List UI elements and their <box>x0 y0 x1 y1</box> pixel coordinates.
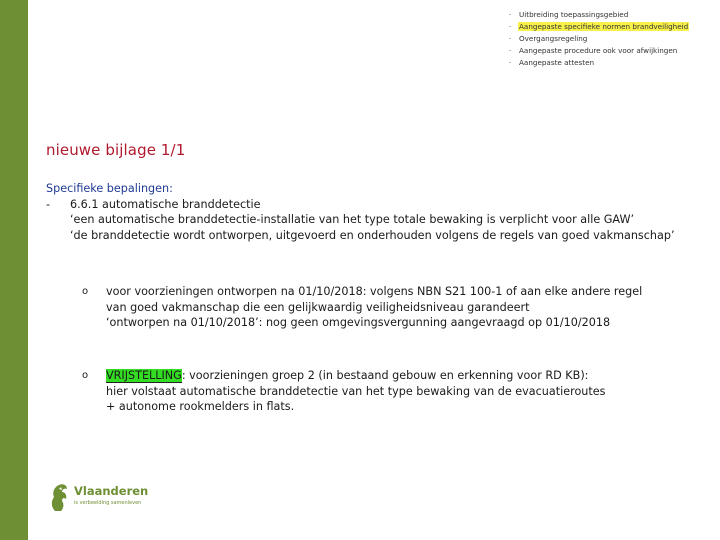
agenda-item-label: Aangepaste procedure ook voor afwijkingen <box>519 46 678 55</box>
exemption-highlight: VRIJSTELLING <box>106 369 182 382</box>
provision-quote-2: ‘de branddetectie wordt ontworpen, uitgevoerd en onderhouden volgens de regels van goed vakmanschap’ <box>70 228 675 242</box>
vlaanderen-logo <box>49 480 149 516</box>
agenda-item <box>509 9 718 21</box>
agenda-item <box>509 57 718 69</box>
provision-body <box>70 197 686 244</box>
agenda-bullet: - <box>509 23 512 30</box>
lion-icon <box>49 481 71 515</box>
sub-item-line: voor voorzieningen ontworpen na 01/10/2018: volgens NBN S21 100-1 of aan elke andere regel <box>106 285 643 298</box>
agenda-list <box>509 9 718 69</box>
agenda-item-label: Uitbreiding toepassingsgebied <box>519 10 629 19</box>
agenda-bullet: - <box>509 47 512 54</box>
provision-quote-1: ‘een automatische branddetectie-installatie van het type totale bewaking is verplicht voor alle GAW’ <box>70 213 635 226</box>
agenda-item-label-highlighted: Aangepaste specifieke normen brandveiligheid <box>519 22 689 31</box>
agenda-item <box>509 33 718 45</box>
sub-item-exemption <box>82 368 672 415</box>
sub-item-line-rest: : voorzieningen groep 2 (in bestaand gebouw en erkenning voor RD KB): <box>181 369 589 382</box>
sub-item-line: + autonome rookmelders in flats. <box>106 400 295 413</box>
sub-item-line: hier volstaat automatische branddetectie van het type bewaking van de evacuatieroutes <box>106 384 606 398</box>
provision-title: 6.6.1 automatische branddetectie <box>70 197 261 211</box>
agenda-item-current <box>509 21 718 33</box>
sub-item-design <box>82 284 672 331</box>
section-heading: Specifieke bepalingen: <box>46 182 173 195</box>
logo-tagline: is verbeelding samenleven <box>74 500 142 506</box>
sub-item-line: ‘ontworpen na 01/10/2018’: nog geen omgevingsvergunning aangevraagd op 01/10/2018 <box>106 316 611 329</box>
agenda-bullet: - <box>509 35 512 42</box>
dash-bullet: - <box>46 197 51 211</box>
provision-item <box>46 197 686 244</box>
circle-bullet: o <box>82 370 89 381</box>
agenda-bullet: - <box>509 59 512 66</box>
agenda-bullet: - <box>509 11 512 18</box>
agenda-item-label: Overgangsregeling <box>519 34 588 43</box>
slide-title: nieuwe bijlage 1/1 <box>46 141 186 159</box>
sub-item-line: van goed vakmanschap die een gelijkwaardig veiligheidsniveau garandeert <box>106 300 530 314</box>
sub-item-body <box>106 284 672 331</box>
circle-bullet: o <box>82 286 89 297</box>
logo-name: Vlaanderen <box>74 484 149 498</box>
sub-item-body <box>106 368 672 415</box>
agenda-item-label: Aangepaste attesten <box>519 58 595 67</box>
agenda-item <box>509 45 718 57</box>
sub-item-line <box>106 368 672 384</box>
specific-provisions <box>46 181 686 243</box>
accent-side-bar <box>0 0 28 540</box>
